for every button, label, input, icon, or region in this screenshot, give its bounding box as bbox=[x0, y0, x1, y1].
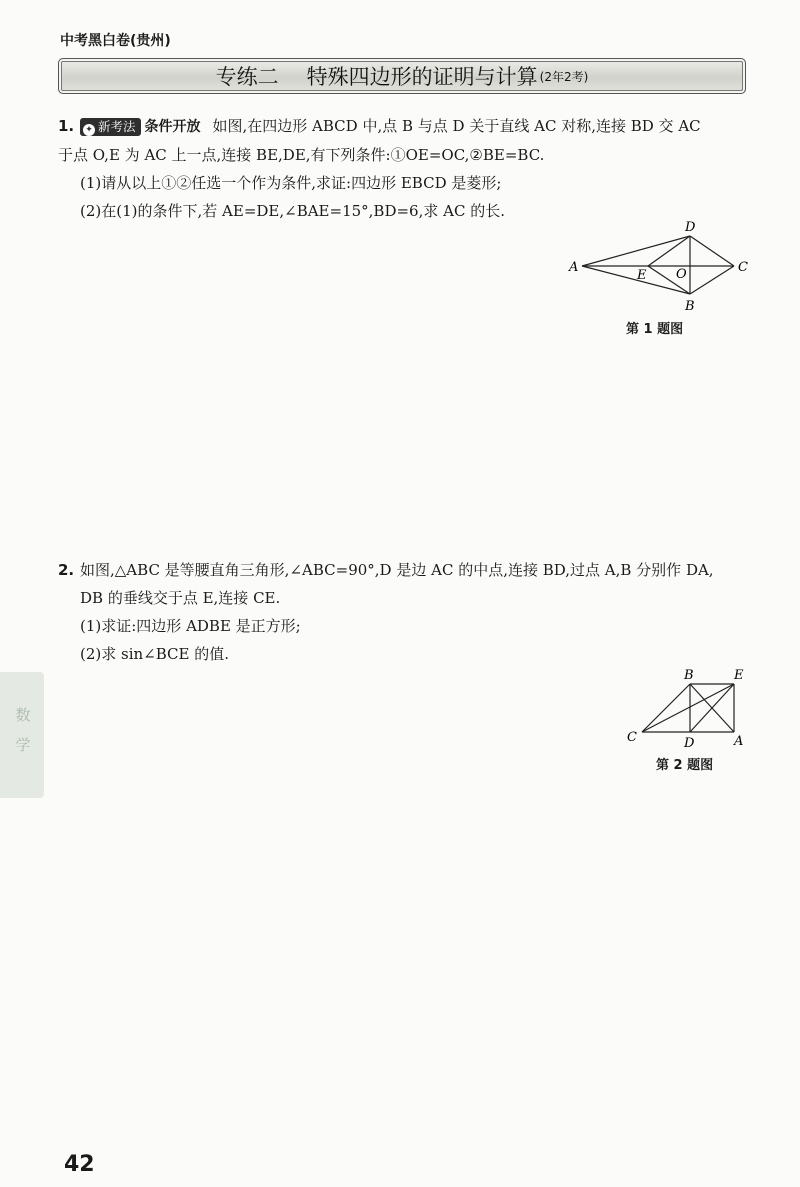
q2-caption: 第 2 题图 bbox=[656, 758, 714, 773]
q1-text-1: 如图,在四边形 ABCD 中,点 B 与点 D 关于直线 AC 对称,连接 BD 交 AC bbox=[212, 117, 701, 135]
q1-figure bbox=[566, 218, 756, 318]
q2-figure bbox=[624, 664, 754, 750]
q1-caption: 第 1 题图 bbox=[626, 322, 684, 337]
label-O: O bbox=[676, 267, 687, 282]
segment-CE bbox=[642, 684, 734, 732]
section-note: (2年2考) bbox=[539, 69, 589, 84]
edge-BC bbox=[690, 266, 734, 294]
new-method-badge bbox=[80, 118, 141, 136]
section-subtitle: 特殊四边形的证明与计算 bbox=[306, 65, 538, 89]
q1-line-3: (1)请从以上①②任选一个作为条件,求证:四边形 EBCD 是菱形; bbox=[80, 174, 502, 192]
section-title bbox=[59, 59, 745, 93]
book-title: 中考黑白卷(贵州) bbox=[60, 33, 171, 49]
q1-number: 1. bbox=[58, 117, 75, 135]
label-B2: B bbox=[684, 668, 694, 683]
q2-diagram bbox=[624, 664, 754, 750]
label-C: C bbox=[738, 260, 748, 275]
q1-line-2: 于点 O,E 为 AC 上一点,连接 BE,DE,有下列条件:①OE=OC,②BE=BC. bbox=[58, 146, 545, 164]
q1-type: 条件开放 bbox=[144, 119, 201, 135]
q1-diagram bbox=[566, 218, 756, 318]
subject-side-label: 数学 bbox=[15, 706, 31, 754]
q2-line-2: DB 的垂线交于点 E,连接 CE. bbox=[80, 589, 281, 607]
q2-line-3: (1)求证:四边形 ADBE 是正方形; bbox=[80, 617, 301, 635]
q2-text-1: 如图,△ABC 是等腰直角三角形,∠ABC=90°,D 是边 AC 的中点,连接 BD,过点 A,B 分别作 DA, bbox=[80, 561, 714, 579]
lightbulb-icon: ✦ bbox=[83, 124, 95, 136]
segment-CB bbox=[642, 684, 690, 732]
edge-DC bbox=[690, 236, 734, 266]
label-E: E bbox=[637, 268, 647, 283]
segment-ED bbox=[648, 236, 690, 266]
section-banner bbox=[58, 58, 746, 94]
q1-line-4: (2)在(1)的条件下,若 AE=DE,∠BAE=15°,BD=6,求 AC 的长. bbox=[80, 202, 505, 220]
q1-tag-label: 新考法 bbox=[98, 119, 136, 134]
label-D: D bbox=[685, 220, 696, 235]
label-E2: E bbox=[734, 668, 744, 683]
label-A2: A bbox=[734, 734, 744, 749]
question-1 bbox=[58, 112, 758, 225]
label-A: A bbox=[569, 260, 579, 275]
question-2 bbox=[58, 556, 768, 668]
q2-line-4: (2)求 sin∠BCE 的值. bbox=[80, 645, 230, 663]
page-number: 42 bbox=[64, 1152, 95, 1177]
q2-number: 2. bbox=[58, 561, 75, 579]
label-C2: C bbox=[627, 730, 637, 745]
q1-line-1 bbox=[58, 112, 758, 141]
section-number: 专练二 bbox=[215, 65, 279, 89]
edge-AB bbox=[582, 266, 690, 294]
q2-line-1 bbox=[58, 556, 768, 584]
edge-AD bbox=[582, 236, 690, 266]
label-D2: D bbox=[684, 736, 695, 750]
label-B: B bbox=[685, 299, 695, 314]
